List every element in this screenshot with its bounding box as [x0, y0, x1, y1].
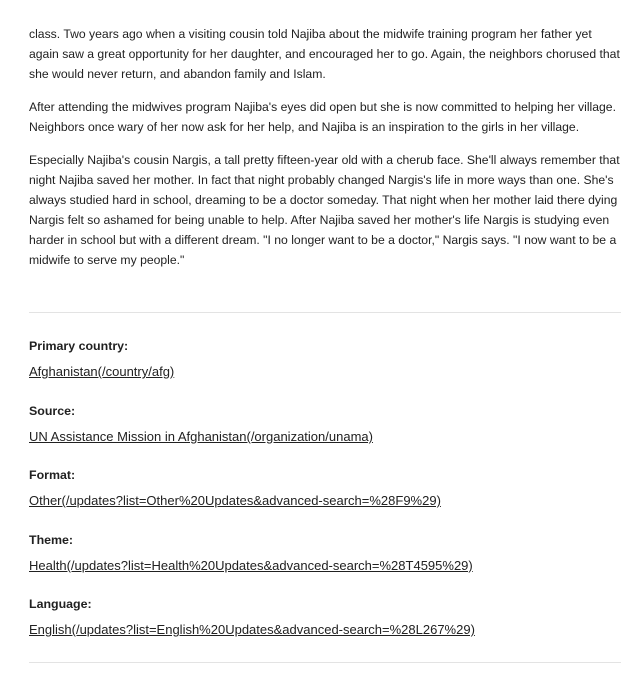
meta-format [29, 467, 621, 510]
theme-link[interactable]: Health(/updates?list=Health%20Updates&advanced-search=%28T4595%29) [29, 558, 473, 573]
article-body [29, 24, 621, 283]
country-link[interactable]: Afghanistan(/country/afg) [29, 364, 175, 379]
section-divider [29, 662, 621, 663]
meta-label: Source: [29, 404, 76, 418]
meta-label: Language: [29, 597, 92, 611]
meta-primary-country [29, 338, 621, 381]
section-divider [29, 312, 621, 313]
meta-source [29, 403, 621, 446]
meta-language [29, 596, 621, 639]
meta-label: Format: [29, 468, 76, 482]
source-link[interactable]: UN Assistance Mission in Afghanistan(/organization/unama) [29, 429, 373, 444]
article-paragraph: Especially Najiba's cousin Nargis, a tall pretty fifteen-year old with a cherub face. She'll always remember that night Najiba saved her mother. In fact that night probably changed Nargis's life in more ways than one. She's always studied hard in school, dreaming to be a doctor someday. That night when her mother laid there dying Nargis felt so ashamed for being unable to help. After Najiba saved her mother's life Nargis is studying even harder in school but with a different dream. "I no longer want to be a doctor," Nargis says. "I now want to be a midwife to serve my people." [29, 153, 620, 267]
article-paragraph: After attending the midwives program Najiba's eyes did open but she is now committed to helping her village. Neighbors once wary of her now ask for her help, and Najiba is an inspiration to the girls in her village. [29, 100, 616, 134]
language-link[interactable]: English(/updates?list=English%20Updates&advanced-search=%28L267%29) [29, 622, 475, 637]
meta-theme [29, 532, 621, 575]
meta-label: Primary country: [29, 339, 129, 353]
meta-label: Theme: [29, 533, 74, 547]
format-link[interactable]: Other(/updates?list=Other%20Updates&advanced-search=%28F9%29) [29, 493, 441, 508]
article-paragraph: class. Two years ago when a visiting cousin told Najiba about the midwife training program her father yet again saw a great opportunity for her daughter, and encouraged her to go. Again, the neighbors chorused that she would never return, and abandon family and Islam. [29, 27, 620, 81]
